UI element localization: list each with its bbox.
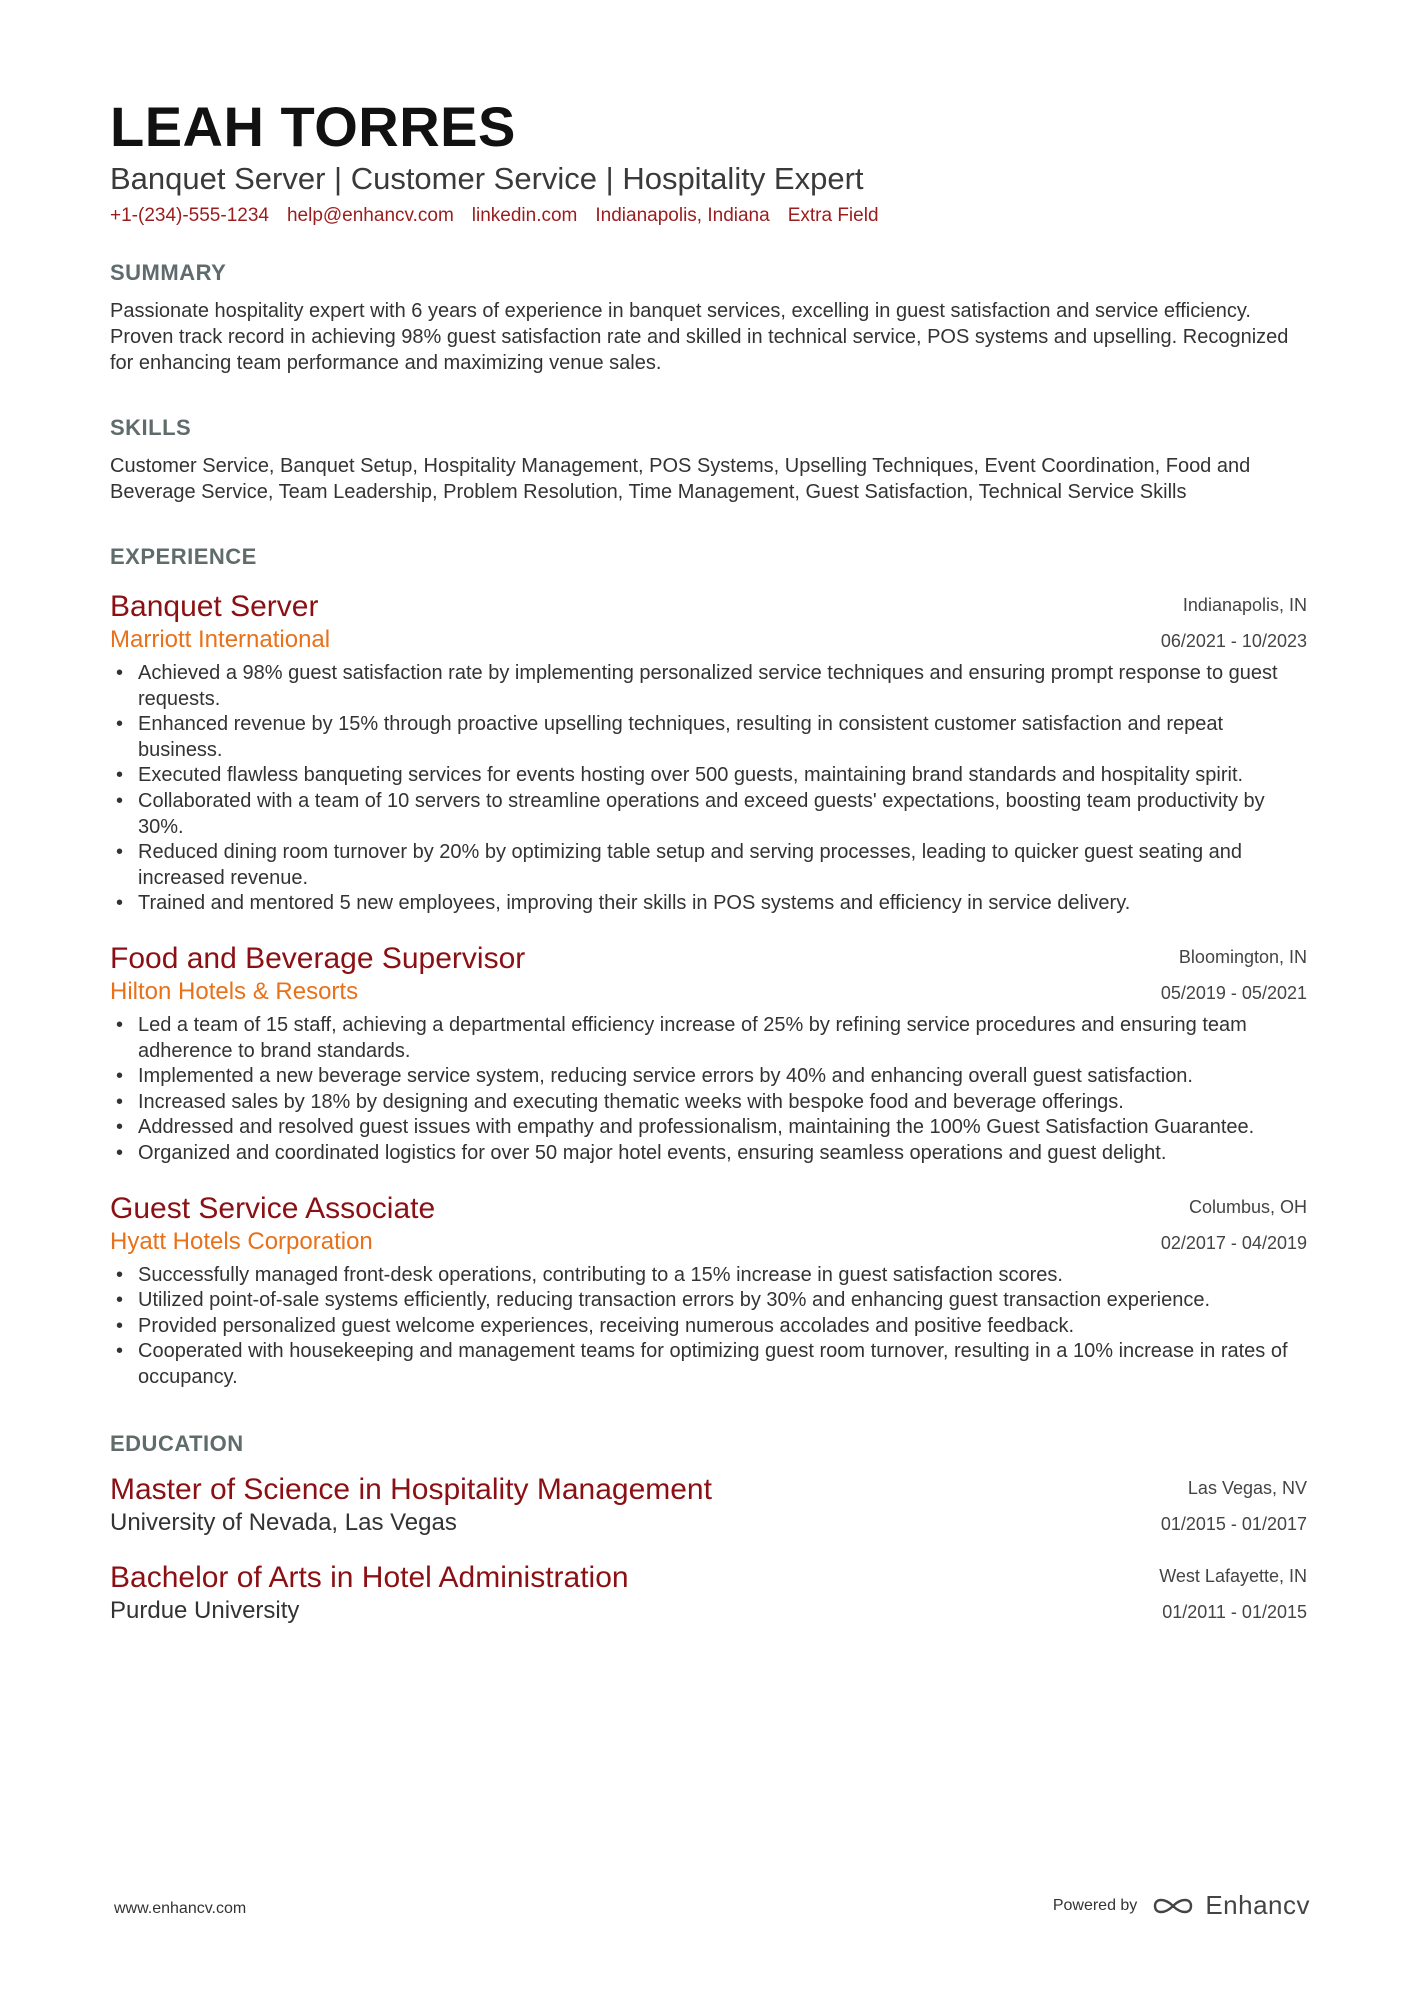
summary-title: SUMMARY <box>110 260 227 285</box>
bullet-item: • Achieved a 98% guest satisfaction rate by implementing personalized service techniques and ensuring prompt response to guest requests. <box>110 661 1305 712</box>
experience-entry <box>110 589 1307 917</box>
degree-title: Bachelor of Arts in Hotel Administration <box>110 1561 629 1595</box>
experience-entry <box>110 1191 1307 1391</box>
bullet-item: • Implemented a new beverage service system, reducing service errors by 40% and enhancing overall guest satisfaction. <box>110 1064 1305 1090</box>
job-location: Columbus, OH <box>1188 1196 1307 1217</box>
job-location: Indianapolis, IN <box>1182 595 1307 615</box>
contact-email[interactable]: help@enhancv.com <box>286 205 454 226</box>
job-title: Guest Service Associate <box>110 1191 436 1225</box>
page-footer <box>114 1890 1310 1930</box>
job-title: Banquet Server <box>110 590 319 623</box>
education-entry <box>110 1472 1307 1538</box>
experience-entry <box>110 941 1307 1167</box>
job-dates: 02/2017 - 04/2019 <box>1160 1232 1307 1253</box>
contact-extra: Extra Field <box>787 205 879 226</box>
bullet-item: • Successfully managed front-desk operations, contributing to a 15% increase in guest satisfaction scores. <box>110 1263 1305 1289</box>
bullet-item: • Provided personalized guest welcome experiences, receiving numerous accolades and positive feedback. <box>110 1314 1305 1340</box>
school-dates: 01/2015 - 01/2017 <box>1160 1514 1307 1535</box>
powered-by-label: Powered by <box>1052 1896 1138 1914</box>
contact-bar <box>110 203 1307 229</box>
enhancv-brand[interactable] <box>1151 1890 1310 1921</box>
resume-page <box>110 95 1307 1626</box>
summary-text: Passionate hospitality expert with 6 years of experience in banquet services, excelling in guest satisfaction and service efficiency. Proven track record in achieving 98% guest satisfaction rate and skilled in technical service, POS systems and upselling. Recognized for enhancing team performance and maximizing venue sales. <box>110 300 1289 374</box>
school-dates: 01/2011 - 01/2015 <box>1162 1602 1307 1623</box>
bullet-item: • Increased sales by 18% by designing and executing thematic weeks with bespoke food and beverage offerings. <box>110 1090 1305 1116</box>
education-title: EDUCATION <box>110 1431 244 1457</box>
bullet-item: • Enhanced revenue by 15% through proactive upselling techniques, resulting in consistent customer satisfaction and repeat business. <box>110 712 1305 763</box>
bullet-item: • Trained and mentored 5 new employees, improving their skills in POS systems and efficiency in service delivery. <box>110 891 1305 917</box>
job-bullets <box>110 1013 1307 1167</box>
experience-title: EXPERIENCE <box>110 544 257 569</box>
bullet-item: • Cooperated with housekeeping and management teams for optimizing guest room turnover, resulting in a 10% increase in rates of occupancy. <box>110 1339 1305 1390</box>
school-name: Purdue University <box>110 1597 300 1625</box>
company-name: Hyatt Hotels Corporation <box>110 1227 373 1255</box>
company-name: Marriott International <box>110 626 331 653</box>
bullet-item: • Led a team of 15 staff, achieving a departmental efficiency increase of 25% by refining service procedures and ensuring team adherence to brand standards. <box>110 1013 1305 1064</box>
footer-brand-area <box>1053 1890 1310 1921</box>
education-entry <box>110 1560 1307 1626</box>
job-location: Bloomington, IN <box>1178 946 1307 967</box>
degree-title: Master of Science in Hospitality Management <box>110 1473 712 1507</box>
job-title: Food and Beverage Supervisor <box>110 941 526 975</box>
job-bullets <box>110 661 1307 917</box>
school-name: University of Nevada, Las Vegas <box>110 1509 457 1537</box>
bullet-item: • Collaborated with a team of 10 servers to streamline operations and exceed guests' expectations, boosting team productivity by 30%. <box>110 789 1305 840</box>
enhancv-logo-icon <box>1151 1894 1197 1918</box>
contact-phone[interactable]: +1-(234)-555-1234 <box>110 205 269 226</box>
brand-name: Enhancv <box>1205 1890 1310 1920</box>
contact-linkedin[interactable]: linkedin.com <box>471 205 578 226</box>
contact-location: Indianapolis, Indiana <box>595 205 770 226</box>
job-dates: 05/2019 - 05/2021 <box>1160 982 1307 1003</box>
bullet-item: • Organized and coordinated logistics for over 50 major hotel events, ensuring seamless operations and guest delight. <box>110 1141 1305 1167</box>
footer-website[interactable]: www.enhancv.com <box>114 1900 247 1917</box>
candidate-name: LEAH TORRES <box>110 95 516 158</box>
job-dates: 06/2021 - 10/2023 <box>1160 631 1307 651</box>
bullet-item: • Executed flawless banqueting services for events hosting over 500 guests, maintaining brand standards and hospitality spirit. <box>110 763 1305 789</box>
skills-title: SKILLS <box>110 415 192 440</box>
bullet-item: • Reduced dining room turnover by 20% by optimizing table setup and serving processes, leading to quicker guest seating and increased revenue. <box>110 840 1305 891</box>
job-bullets <box>110 1263 1307 1391</box>
school-location: Las Vegas, NV <box>1187 1478 1307 1499</box>
school-location: West Lafayette, IN <box>1159 1566 1307 1587</box>
company-name: Hilton Hotels & Resorts <box>110 977 359 1005</box>
bullet-item: • Addressed and resolved guest issues with empathy and professionalism, maintaining the 100% Guest Satisfaction Guarantee. <box>110 1115 1305 1141</box>
skills-text: Customer Service, Banquet Setup, Hospitality Management, POS Systems, Upselling Techniques, Event Coordination, Food and Beverage Service, Team Leadership, Problem Resolution, Time Management, Guest Satisfaction, Technical Service Skills <box>110 455 1251 503</box>
bullet-item: • Utilized point-of-sale systems efficiently, reducing transaction errors by 30% and enhancing guest transaction experience. <box>110 1288 1305 1314</box>
candidate-headline: Banquet Server | Customer Service | Hospitality Expert <box>110 161 864 196</box>
